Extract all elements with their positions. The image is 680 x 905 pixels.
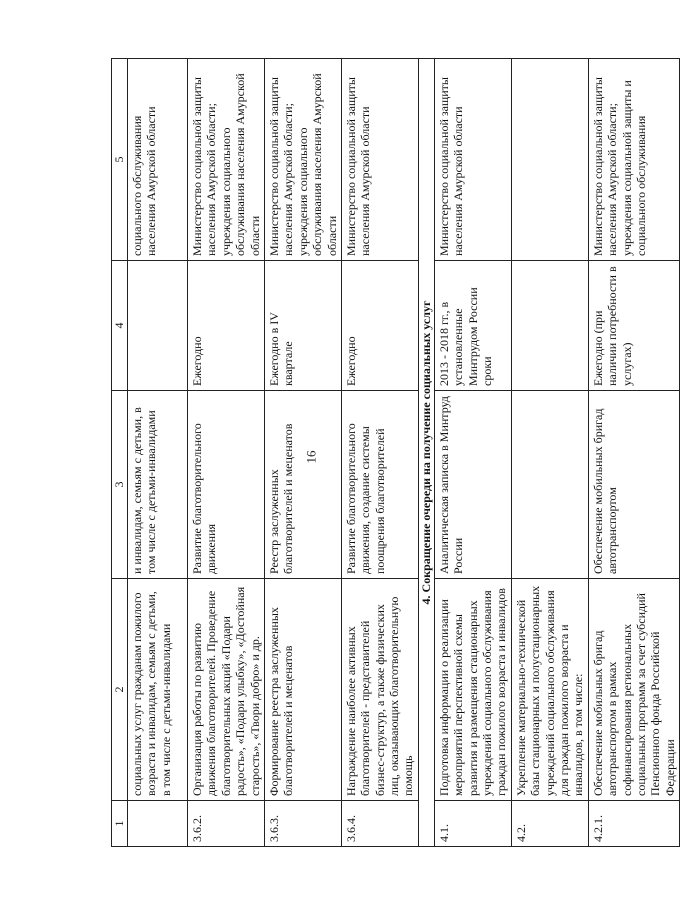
term-cell: 2013 - 2018 гг., в установленные Минтрудом России сроки: [434, 261, 511, 391]
row-number: 4.1.: [434, 801, 511, 847]
action-cell: Обеспечение мобильных бригад автотранспортом в рамках софинансирования региональных социальных программ за счет субсидий Пенсионного фонда Российской Федерации: [588, 579, 679, 801]
result-cell: [511, 391, 588, 579]
row-number: 3.6.4.: [341, 801, 418, 847]
responsible-cell: [511, 59, 588, 261]
responsible-cell: Министерство социальной защиты населения Амурской области: [341, 59, 418, 261]
result-cell: и инвалидам, семьям с детьми, в том числе с детьми-инвалидами: [128, 391, 188, 579]
header-cell: 4: [112, 261, 128, 391]
row-number: 4.2.1.: [588, 801, 679, 847]
table-row: [341, 59, 418, 847]
term-cell: [511, 261, 588, 391]
result-cell: Реестр заслуженных благотворителей и меценатов: [264, 391, 341, 579]
term-cell: Ежегодно (при наличии потребности в услугах): [588, 261, 679, 391]
action-cell: Награждение наиболее активных благотворителей - представителей бизнес-структур, а также физических лиц, оказывающих благотворительную помощь: [341, 579, 418, 801]
table-row: [188, 59, 265, 847]
page-number: 16: [303, 450, 319, 464]
responsible-cell: Министерство социальной защиты населения Амурской области; учреждения социальной защиты и социального обслуживания: [588, 59, 679, 261]
responsible-cell: социального обслуживания населения Амурской области: [128, 59, 188, 261]
row-number: 3.6.3.: [264, 801, 341, 847]
result-cell: Развитие благотворительного движения: [188, 391, 265, 579]
row-number: 3.6.2.: [188, 801, 265, 847]
rotated-table-container: [111, 59, 677, 847]
responsible-cell: Министерство социальной защиты населения Амурской области; учреждения социального обслуживания населения Амурской области: [264, 59, 341, 261]
table-row: [128, 59, 188, 847]
section-title: 4. Сокращение очереди на получение социальных услуг: [418, 59, 434, 847]
result-cell: Обеспечение мобильных бригад автотранспортом: [588, 391, 679, 579]
table-row: [264, 59, 341, 847]
plan-table: [111, 58, 680, 847]
table-row: [588, 59, 679, 847]
action-cell: социальных услуг гражданам пожилого возраста и инвалидам, семьям с детьми, в том числе с детьми-инвалидами: [128, 579, 188, 801]
responsible-cell: Министерство социальной защиты населения Амурской области; учреждения социального обслуживания населения Амурской области: [188, 59, 265, 261]
result-cell: Развитие благотворительного движения, создание системы поощрения благотворителей: [341, 391, 418, 579]
header-cell: 1: [112, 801, 128, 847]
section-row: [418, 59, 434, 847]
action-cell: Подготовка информации о реализации мероприятий перспективной схемы развития и размещения стационарных учреждений социального обслуживания граждан пожилого возраста и инвалидов: [434, 579, 511, 801]
row-number: 4.2.: [511, 801, 588, 847]
result-cell: Аналитическая записка в Минтруд России: [434, 391, 511, 579]
header-cell: 2: [112, 579, 128, 801]
action-cell: Укрепление материально-технической базы стационарных и полустационарных учреждений социального обслуживания для граждан пожилого возраста и инвалидов, в том числе:: [511, 579, 588, 801]
term-cell: Ежегодно: [188, 261, 265, 391]
row-number: [128, 801, 188, 847]
action-cell: Формирование реестра заслуженных благотворителей и меценатов: [264, 579, 341, 801]
term-cell: [128, 261, 188, 391]
table-row: [511, 59, 588, 847]
table-row: [434, 59, 511, 847]
term-cell: Ежегодно: [341, 261, 418, 391]
header-cell: 5: [112, 59, 128, 261]
responsible-cell: Министерство социальной защиты населения Амурской области: [434, 59, 511, 261]
header-row: [112, 59, 128, 847]
header-cell: 3: [112, 391, 128, 579]
term-cell: Ежегодно в IV квартале: [264, 261, 341, 391]
action-cell: Организация работы по развитию движения благотворителей. Проведение благотворительных акций «Подари радость», «Подари улыбку», «Достойная старость», «Твори добро» и др.: [188, 579, 265, 801]
